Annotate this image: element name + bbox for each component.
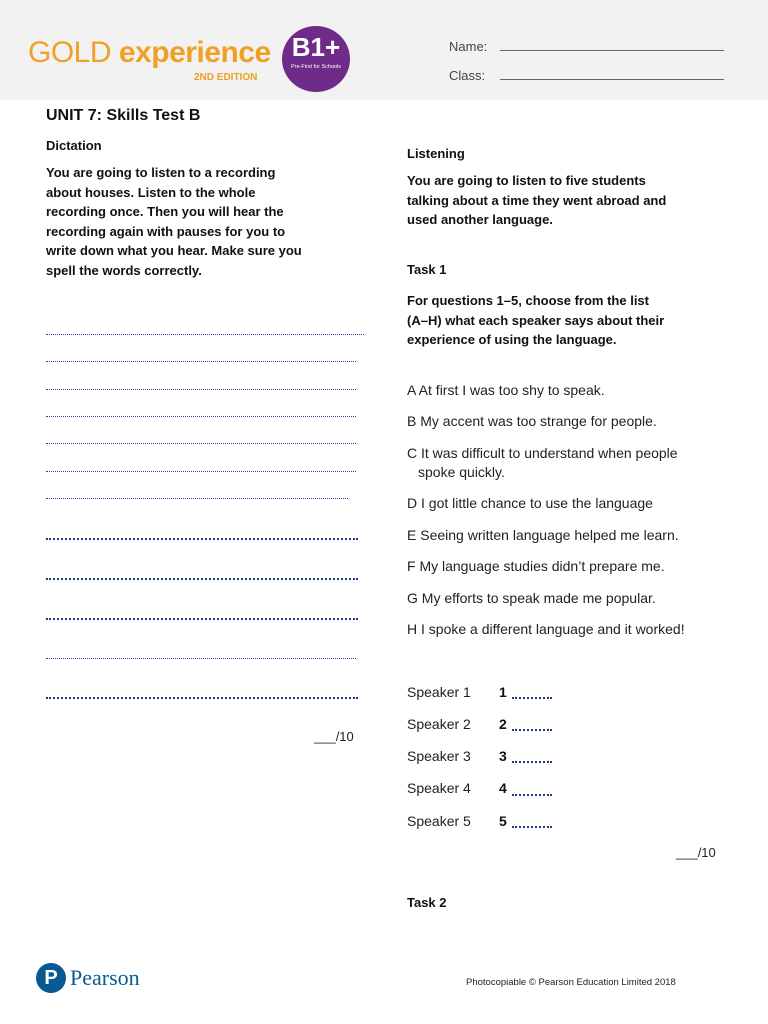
edition-label: 2ND EDITION (194, 72, 258, 83)
writing-line[interactable] (46, 578, 358, 580)
logo-experience: experience (118, 36, 271, 69)
writing-line[interactable] (46, 697, 358, 699)
level-badge (282, 26, 350, 92)
name-field[interactable] (500, 50, 724, 51)
speaker-label: Speaker 1 (407, 684, 471, 700)
answer-field[interactable] (512, 794, 552, 796)
answer-field[interactable] (512, 697, 552, 699)
option-g: G My efforts to speak made me popular. (407, 590, 656, 606)
writing-line[interactable] (46, 416, 356, 417)
answer-field[interactable] (512, 761, 552, 763)
option-a: A At first I was too shy to speak. (407, 382, 605, 398)
task2-heading: Task 2 (407, 895, 447, 910)
writing-line[interactable] (46, 498, 348, 499)
listening-instructions (407, 171, 666, 230)
dictation-line: recording once. Then you will hear the (46, 204, 284, 219)
question-number: 2 (499, 716, 507, 732)
listening-line: You are going to listen to five students (407, 173, 646, 188)
logo-gold: GOLD (28, 36, 112, 69)
writing-line[interactable] (46, 443, 356, 444)
listening-line: talking about a time they went abroad and (407, 192, 667, 208)
task1-heading: Task 1 (407, 262, 447, 277)
option-e: E Seeing written language helped me learn. (407, 527, 679, 543)
task1-line: For questions 1–5, choose from the list (407, 293, 649, 308)
writing-line[interactable] (46, 658, 356, 659)
option-b: B My accent was too strange for people. (407, 413, 657, 429)
option-h: H I spoke a different language and it worked! (407, 621, 685, 637)
dictation-instructions (46, 163, 302, 280)
page-title: UNIT 7: Skills Test B (46, 107, 201, 124)
option-d: D I got little chance to use the language (407, 495, 653, 511)
dictation-line: write down what you hear. Make sure you (46, 243, 302, 258)
class-field[interactable] (500, 79, 724, 80)
task1-line: experience of using the language. (407, 332, 617, 347)
option-c-cont: spoke quickly. (418, 464, 505, 480)
speaker-label: Speaker 4 (407, 780, 471, 796)
dictation-score: ___/10 (314, 729, 354, 744)
writing-line[interactable] (46, 389, 356, 390)
writing-line[interactable] (46, 334, 364, 335)
level-subtitle: Pre-First for Schools (290, 64, 342, 70)
question-number: 1 (499, 684, 507, 700)
dictation-line: about houses. Listen to the whole (46, 184, 256, 200)
pearson-logo-text: Pearson (70, 965, 140, 990)
writing-line[interactable] (46, 361, 356, 362)
task1-instructions (407, 291, 664, 350)
task1-line: (A–H) what each speaker says about their (407, 312, 665, 328)
option-c: C It was difficult to understand when people (407, 445, 678, 461)
question-number: 4 (499, 780, 507, 796)
option-f: F My language studies didn’t prepare me. (407, 558, 665, 574)
speaker-label: Speaker 5 (407, 813, 471, 829)
listening-score: ___/10 (676, 845, 716, 860)
level-text: B1+ (291, 32, 341, 62)
listening-line: used another language. (407, 212, 553, 227)
listening-heading: Listening (407, 146, 465, 161)
class-label: Class: (449, 68, 486, 83)
writing-line[interactable] (46, 538, 358, 540)
answer-field[interactable] (512, 826, 552, 828)
question-number: 5 (499, 813, 507, 829)
copyright-footer: Photocopiable © Pearson Education Limited 2018 (466, 977, 676, 988)
writing-line[interactable] (46, 618, 358, 620)
dictation-line: spell the words correctly. (46, 262, 202, 278)
writing-line[interactable] (46, 471, 356, 472)
dictation-line: You are going to listen to a recording (46, 165, 276, 180)
answer-field[interactable] (512, 729, 552, 731)
speaker-label: Speaker 3 (407, 748, 471, 764)
pearson-logo-icon: P (36, 963, 66, 993)
logo (28, 36, 271, 70)
question-number: 3 (499, 748, 507, 764)
speaker-label: Speaker 2 (407, 716, 471, 732)
dictation-heading: Dictation (46, 138, 102, 153)
dictation-line: recording again with pauses for you to (46, 223, 286, 239)
name-label: Name: (449, 39, 488, 54)
